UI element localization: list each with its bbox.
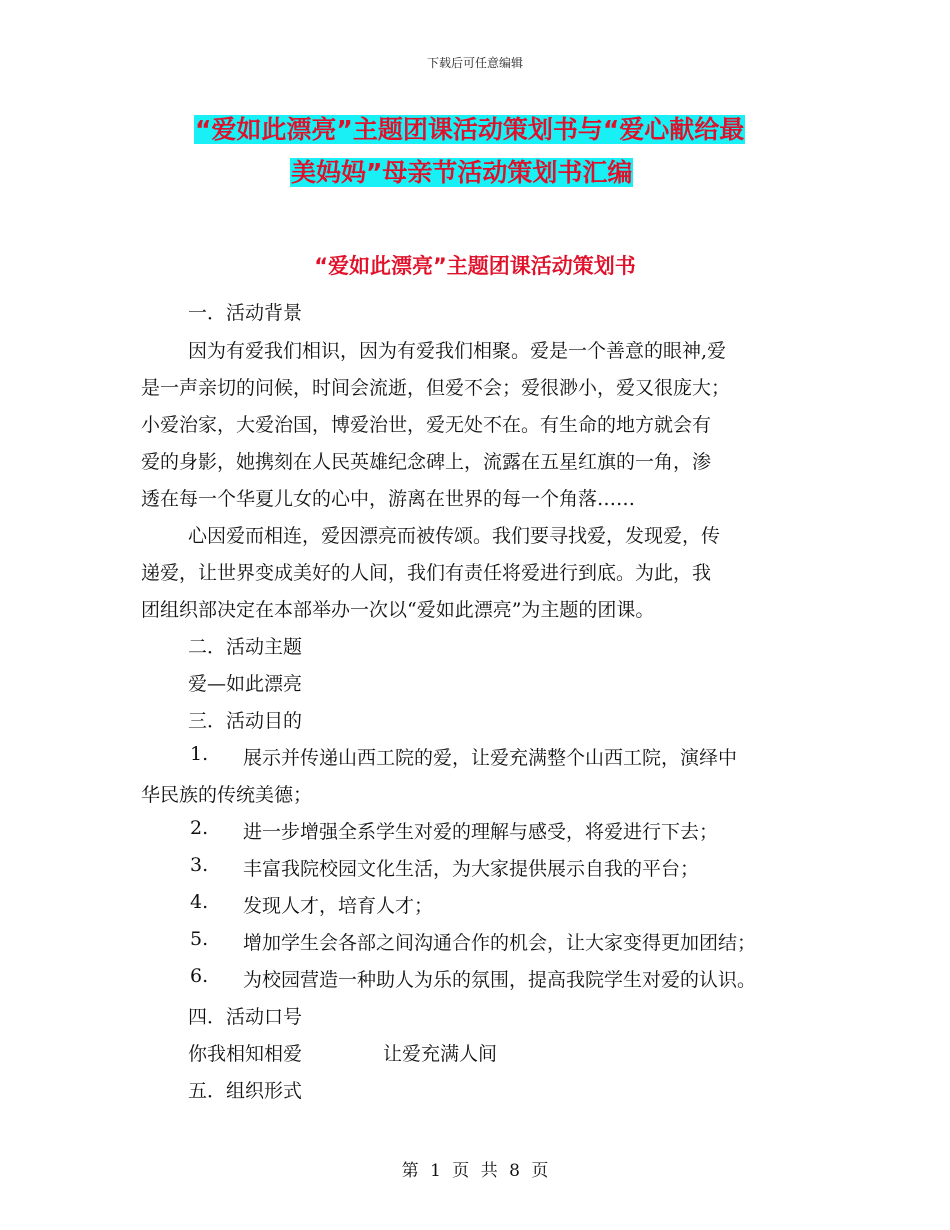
- heading-activity-purpose: 三．活动目的: [188, 710, 303, 732]
- list-item-text: 丰富我院校园文化生活，为大家提供展示自我的平台；: [243, 858, 700, 880]
- heading-activity-slogan: 四．活动口号: [188, 1006, 303, 1028]
- list-item-number: 5.: [190, 928, 209, 950]
- document-title-line-1: “爱如此漂亮”主题团课活动策划书与“爱心献给最: [195, 115, 745, 144]
- list-item-number: 4.: [190, 891, 209, 913]
- paragraph-line: 爱的身影，她携刻在人民英雄纪念碑上，流露在五星红旗的一角，渗: [141, 451, 712, 473]
- page-footer: 第 1 页 共 8 页: [401, 1161, 549, 1181]
- list-item-text: 增加学生会各部之间沟通合作的机会，让大家变得更加团结；: [243, 932, 757, 954]
- list-item-text-continued: 华民族的传统美德；: [141, 784, 313, 806]
- list-item-number: 2.: [190, 817, 209, 839]
- list-item-number: 6.: [190, 965, 209, 987]
- heading-activity-background: 一．活动背景: [188, 302, 303, 324]
- heading-organization-form: 五．组织形式: [188, 1080, 303, 1102]
- paragraph-line: 团组织部决定在本部举办一次以“爱如此漂亮”为主题的团课。: [141, 599, 655, 621]
- list-item-number: 3.: [190, 854, 209, 876]
- paragraph-line: 递爱，让世界变成美好的人间，我们有责任将爱进行到底。为此，我: [141, 562, 712, 584]
- paragraph-line: 小爱治家，大爱治国，博爱治世，爱无处不在。有生命的地方就会有: [141, 414, 712, 436]
- paragraph-line: 因为有爱我们相识，因为有爱我们相聚。爱是一个善意的眼神,爱: [188, 340, 727, 362]
- heading-activity-theme: 二．活动主题: [188, 636, 303, 658]
- section-subtitle: “爱如此漂亮”主题团课活动策划书: [314, 254, 636, 278]
- list-item-text: 为校园营造一种助人为乐的氛围，提高我院学生对爱的认识。: [243, 969, 757, 991]
- paragraph-line: 透在每一个华夏儿女的心中，游离在世界的每一个角落……: [141, 488, 636, 510]
- document-title-line-2: 美妈妈”母亲节活动策划书汇编: [291, 158, 633, 187]
- slogan-part-1: 你我相知相爱: [188, 1043, 303, 1065]
- list-item-text: 发现人才，培育人才；: [243, 895, 434, 917]
- list-item-text: 展示并传递山西工院的爱，让爱充满整个山西工院，演绎中: [243, 747, 738, 769]
- paragraph-line: 心因爱而相连，爱因漂亮而被传颂。我们要寻找爱，发现爱，传: [188, 525, 721, 547]
- paragraph-line: 是一声亲切的问候，时间会流逝，但爱不会；爱很渺小，爱又很庞大；: [141, 377, 731, 399]
- list-item-number: 1.: [190, 743, 209, 765]
- page-header-note: 下载后可任意编辑: [426, 56, 523, 70]
- list-item-text: 进一步增强全系学生对爱的理解与感受，将爱进行下去；: [243, 821, 719, 843]
- theme-text: 爱—如此漂亮: [188, 673, 303, 695]
- slogan-part-2: 让爱充满人间: [383, 1043, 498, 1065]
